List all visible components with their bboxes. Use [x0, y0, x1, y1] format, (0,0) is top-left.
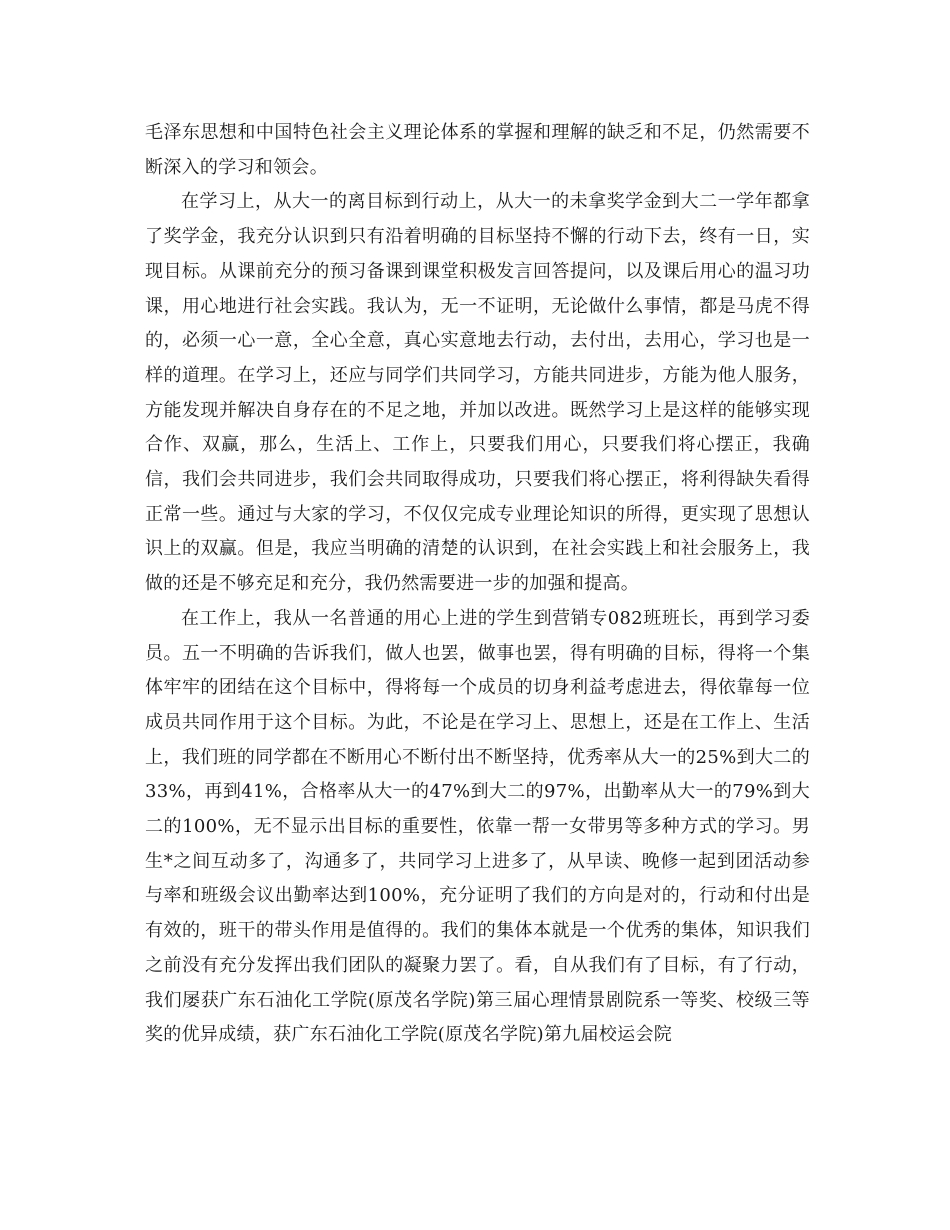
paragraph-2: 在学习上，从大一的离目标到行动上，从大一的未拿奖学金到大二一学年都拿了奖学金，我充分认识到只有沿着明确的目标坚持不懈的行动下去，终有一日，实现目标。从课前充分的预习备课到课堂积极发言回答提问，以及课后用心的温习功课，用心地进行社会实践。我认为，无一不证明，无论做什么事情，都是马虎不得的，必须一心一意，全心全意，真心实意地去行动，去付出，去用心，学习也是一样的道理。在学习上，还应与同学们共同学习，方能共同进步，方能为他人服务，方能发现并解决自身存在的不足之地，并加以改进。既然学习上是这样的能够实现合作、双赢，那么，生活上、工作上，只要我们用心，只要我们将心摆正，我确信，我们会共同进步，我们会共同取得成功，只要我们将心摆正，将利得缺失看得正常一些。通过与大家的学习，不仅仅完成专业理论知识的所得，更实现了思想认识上的双赢。但是，我应当明确的清楚的认识到，在社会实践上和社会服务上，我做的还是不够充足和充分，我仍然需要进一步的加强和提高。: [145, 191, 810, 595]
paragraph-1: 毛泽东思想和中国特色社会主义理论体系的掌握和理解的缺乏和不足，仍然需要不断深入的学习和领会。: [145, 122, 810, 178]
document-body: [145, 116, 810, 1053]
paragraph-3: 在工作上，我从一名普通的用心上进的学生到营销专082班班长，再到学习委员。五一不明确的告诉我们，做人也罢，做事也罢，得有明确的目标，得将一个集体牢牢的团结在这个目标中，得将每一个成员的切身利益考虑进去，得依靠每一位成员共同作用于这个目标。为此，不论是在学习上、思想上，还是在工作上、生活上，我们班的同学都在不断用心不断付出不断坚持，优秀率从大一的25%到大二的33%，再到41%，合格率从大一的47%到大二的97%，出勤率从大一的79%到大二的100%，无不显示出目标的重要性，依靠一帮一女带男等多种方式的学习。男生*之间互动多了，沟通多了，共同学习上进多了，从早读、晚修一起到团活动参与率和班级会议出勤率达到100%，充分证明了我们的方向是对的，行动和付出是有效的，班干的带头作用是值得的。我们的集体本就是一个优秀的集体，知识我们之前没有充分发挥出我们团队的凝聚力罢了。看，自从我们有了目标，有了行动，我们屡获广东石油化工学院(原茂名学院)第三届心理情景剧院系一等奖、校级三等奖的优异成绩，获广东石油化工学院(原茂名学院)第九届校运会院: [145, 607, 810, 1046]
